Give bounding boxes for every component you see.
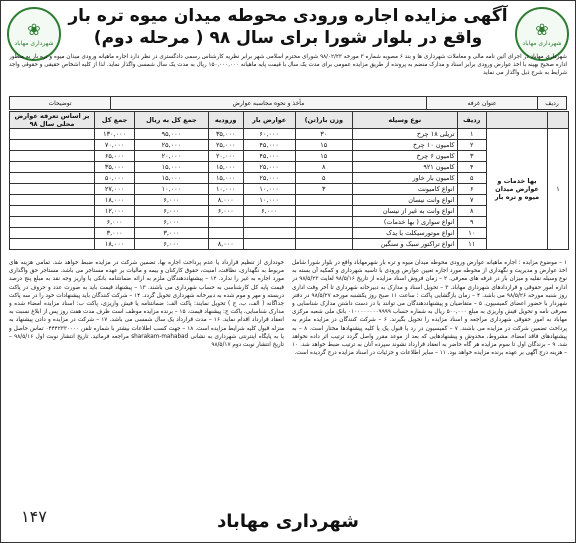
total-rial-cell: ۳,۰۰۰ [135, 228, 208, 239]
total-cell: ۷۰,۰۰۰ [95, 140, 135, 151]
terms-column-left: خودداری از تنظیم قرارداد یا عدم پرداخت اجاره بها، تضمین شرکت در مزایده ضبط خواهد شد. تمامی هزینه های مربوط به نگهداری، نظافت، امنیت، حقوق کارکنان و بیمه و مالیات بر عهده مستاجر می باشد. مستاجر حق واگذاری مورد اجاره به غیر را ندارد. ۱۲ – پیشنهاددهندگان ملزم به ارائه ضمانتنامه بانکی یا واریز وجه نقد به مبلغ پنج درصد قیمت پایه کل کارشناسی به حساب شهرداری می باشند. ۱۳ – پیشنهاد قیمت باید به صورت عدد و حروف در پاکت دربسته و مهر و موم شده به دبیرخانه شهرداری تحویل گردد. ۱۴ – شرکت کنندگان باید پیشنهادات خود را در سه پاکت جداگانه ( الف، ب، ج ) تحویل نمایند: پاکت الف: ضمانتنامه یا فیش واریزی، پاکت ب: اسناد مزایده امضاء شده و مدارک شناسایی، پاکت ج: پیشنهاد قیمت. ۱۵ – برنده مزایده موظف است ظرف مدت هفت روز پس از ابلاغ نسبت به انعقاد قرارداد اقدام نماید. ۱۶ – مدت قرارداد یک سال شمسی می باشد. ۱۷ – شرکت در مزایده و دادن پیشنهاد به منزله قبول کلیه شرایط مزایده است. ۱۸ – جهت کسب اطلاعات بیشتر با شماره تلفن ۰۴۴۴۲۳۳۰۰۰۰ تماس حاصل و یا به پایگاه اینترنتی شهرداری به نشانی sharakam-mahabad مراجعه فرمائید. تاریخ انتشار نوبت اول ۹۸/۵/۱۶ – تاریخ انتشار نوبت دوم ۹۸/۵/۱۷ [9, 260, 284, 349]
load-fee-cell: ۶۰,۰۰۰ [243, 129, 295, 140]
tariff-note-cell [10, 162, 95, 173]
load-fee-cell [243, 239, 295, 250]
row-number-cell: ۴ [457, 162, 486, 173]
vehicle-type-cell: انواع سواری ( بها خدمات) [353, 217, 457, 228]
entry-fee-cell: ۸,۰۰۰ [208, 239, 243, 250]
load-weight-cell: ۳۰ [295, 129, 353, 140]
row-number-cell: ۱۱ [457, 239, 486, 250]
logo-caption: شهرداری مهاباد [14, 39, 54, 47]
total-cell: ۲۷,۰۰۰ [95, 184, 135, 195]
table-row [10, 173, 569, 184]
entry-fee-cell: ۱۵,۰۰۰ [208, 162, 243, 173]
logo-emblem-icon: ❀ [27, 19, 41, 39]
row-number-cell: ۹ [457, 217, 486, 228]
entry-fee-cell: ۲۰,۰۰۰ [208, 151, 243, 162]
entry-fee-cell [208, 228, 243, 239]
total-rial-cell: ۱۵,۰۰۰ [135, 173, 208, 184]
vehicle-type-cell: کامیون ۱۰ چرخ [353, 140, 457, 151]
load-weight-cell [295, 206, 353, 217]
total-rial-cell: ۶,۰۰۰ [135, 195, 208, 206]
col-header-load-fee: عوارض بار [243, 112, 295, 129]
load-fee-cell: ۱۰,۰۰۰ [243, 195, 295, 206]
load-weight-cell: ۸ [295, 162, 353, 173]
header-description: توضیحات [48, 99, 72, 107]
intro-paragraph: شهرداری مهاباد در اجرای آئین نامه مالی و معاملات شهرداری ها و بند ۶ مصوبه شماره ۳ مورخه ۹۸/۰۲/۲۳ شورای محترم اسلامی شهر برابر نظریه کارشناس رسمی دادگستری در نظر دارد اجاره ماهیانه ورودی میدان میوه و تره بار به منظور اداره صحیح بهینه با اخذ عوارض ورودی برابر اسناد و مدارک منضم به پرونده از طریق مزایده عمومی برای مدت یک سال با قیمت پایه ماهیانه ۱۵۰,۰۰۰,۰۰۰ ریال به مدت یک سال شمسی واگذار نماید. لذا از کلیه اشخاص حقیقی و حقوقی واجد شرایط به شرح ذیل واگذار می نماید [9, 54, 567, 76]
total-rial-cell: ۹۵,۰۰۰ [135, 129, 208, 140]
vehicle-type-cell: کامیون ۶ چرخ [353, 151, 457, 162]
total-cell: ۵۰,۰۰۰ [95, 173, 135, 184]
vehicle-type-cell: انواع موتورسیکلت با یدک [353, 228, 457, 239]
total-cell: ۱۳۰,۰۰۰ [95, 129, 135, 140]
terms-column-right: ۱ – موضوع مزایده : اجاره ماهیانه عوارض ورودی محوطه میدان میوه و تره بار شهرمهاباد واقع در بلوار شورا شامل اخذ عوارض و مدیریت و نگهداری از محوطه مورد اجاره تعیین عوارض ورودی با تاسیه شهرداری و کمکیه آن بسته به نوع وسیله نقلیه و میزان بار در غرفه های معرفی. ۲ – زمان فروش اسناد مزایده از تاریخ ۹۸/۵/۱۶ لغایت ۹۸/۵/۲۳ در اداره امور حقوقی و قراردادهای شهرداری مهاباد. ۳ – تحویل اسناد و مدارک به دبیرخانه شهرداری تا آخر وقت اداری روز شنبه مورخه ۹۸/۵/۲۶ می باشد. ۴ – زمان بازگشایی پاکت : ساعت ۱۱ صبح روز یکشنبه مورخه ۹۸/۵/۲۷ در دفتر شهردار با حضور اعضای کمیسیون. ۵ – متقاضیان و پیشنهاددهندگان می توانند با در دست داشتن مدارک شناسایی و معرفی نامه و تحویل فیش واریزی به مبلغ ۵۰۰,۰۰۰ ریال به شماره حساب ۰۱۰۰۰۰۰۰۰۰۹۹۹۹ بانک ملی شعبه مرکزی مهاباد به امور حقوقی شهرداری مراجعه و اسناد مزایده را تحویل بگیرند. ۶ – شرکت کنندگان در مزایده ملزم به پرداخت تضمین شرکت در مزایده می باشند. ۷ – کمیسیون در رد یا قبول یک یا کلیه پیشنهادها مختار است. ۸ – به پیشنهادهای فاقد امضاء، مشروط، مخدوش و پیشنهادهایی که بعد از موعد مقرر واصل گردد ترتیب اثر داده نخواهد شد. ۹ – برندگان اول تا سوم مزایده هر گاه حاضر به انعقاد قرارداد نشوند سپرده آنان به ترتیب ضبط خواهد شد. ۱۰ – هزینه درج آگهی بر عهده برنده مزایده خواهد بود. ۱۱ – سایر اطلاعات و جزئیات در اسناد مزایده درج گردیده است. [292, 260, 567, 357]
entry-fee-cell: ۱۵,۰۰۰ [208, 173, 243, 184]
col-header-vehicle: نوع وسیله [353, 112, 457, 129]
tariff-note-cell [10, 129, 95, 140]
total-cell: ۶۵,۰۰۰ [95, 151, 135, 162]
tariff-note-cell [10, 206, 95, 217]
row-number-cell: ۷ [457, 195, 486, 206]
total-cell: ۱۲,۰۰۰ [95, 206, 135, 217]
total-cell: ۶,۰۰۰ [95, 217, 135, 228]
load-weight-cell: ۳ [295, 184, 353, 195]
entry-fee-cell: ۳۵,۰۰۰ [208, 129, 243, 140]
title-line-2: واقع در بلوار شورا برای سال ۹۸ ( مرحله دوم) [93, 28, 483, 48]
col-header-entry-fee: ورودیه [208, 112, 243, 129]
table-row [10, 195, 569, 206]
load-weight-cell [295, 228, 353, 239]
row-number-cell: ۶ [457, 184, 486, 195]
entry-fee-cell: ۸,۰۰۰ [208, 195, 243, 206]
total-cell: ۳,۰۰۰ [95, 228, 135, 239]
table-row [10, 151, 569, 162]
tariff-note-cell [10, 217, 95, 228]
entry-fee-cell: ۲۵,۰۰۰ [208, 140, 243, 151]
load-fee-cell [243, 217, 295, 228]
total-rial-cell: ۶,۰۰۰ [135, 206, 208, 217]
fee-table-header [10, 112, 569, 129]
row-number-cell: ۱۰ [457, 228, 486, 239]
tariff-note-cell [10, 239, 95, 250]
notice-title [67, 5, 509, 49]
entry-fee-cell: ۶,۰۰۰ [208, 206, 243, 217]
table-row [10, 228, 569, 239]
total-rial-cell: ۶,۰۰۰ [135, 239, 208, 250]
load-weight-cell: ۱۵ [295, 140, 353, 151]
vehicle-type-cell: انواع وانت به غیر از نیسان [353, 206, 457, 217]
logo-emblem-icon: ❀ [535, 19, 549, 39]
vehicle-type-cell: کامیون بار خاور [353, 173, 457, 184]
load-fee-cell: ۲۵,۰۰۰ [243, 162, 295, 173]
load-fee-cell: ۱۰,۰۰۰ [243, 184, 295, 195]
col-header-total-rial: جمع کل به ریال [135, 112, 208, 129]
row-number-cell: ۵ [457, 173, 486, 184]
main-row-number: ۱ [548, 129, 569, 250]
load-weight-cell [295, 195, 353, 206]
handwritten-signature: ۱۴۷ [21, 507, 47, 526]
load-fee-cell: ۴۵,۰۰۰ [243, 140, 295, 151]
total-rial-cell: ۱۵,۰۰۰ [135, 162, 208, 173]
load-fee-cell: ۲۵,۰۰۰ [243, 173, 295, 184]
table-row [10, 129, 569, 140]
header-fee-method: مأخذ و نحوه محاسبه عوارض [110, 97, 426, 109]
total-rial-cell: ۶,۰۰۰ [135, 217, 208, 228]
vehicle-type-cell: کامیون ۹۲۱ [353, 162, 457, 173]
tariff-note-cell [10, 173, 95, 184]
fee-table [9, 111, 569, 250]
table-row [10, 217, 569, 228]
entry-fee-cell [208, 217, 243, 228]
col-header-tariff-note: بر اساس تعرفه عوارض محلی سال ۹۸ [10, 112, 95, 129]
total-cell: ۱۸,۰۰۰ [95, 195, 135, 206]
vehicle-type-cell: انواع وانت نیسان [353, 195, 457, 206]
col-header-row: ردیف [457, 112, 486, 129]
row-number-cell: ۲ [457, 140, 486, 151]
entry-fee-cell: ۱۰,۰۰۰ [208, 184, 243, 195]
fee-table-body [10, 129, 569, 250]
total-cell: ۱۸,۰۰۰ [95, 239, 135, 250]
title-line-1: آگهی مزایده اجاره ورودی محوطه میدان میوه تره بار [68, 6, 508, 26]
row-number-cell: ۸ [457, 206, 486, 217]
tariff-note-cell [10, 140, 95, 151]
main-row-label: بها خدمات و عوارض میدان میوه و تره بار [487, 129, 548, 250]
tariff-note-cell [10, 151, 95, 162]
vehicle-type-cell: انواع کامیونت [353, 184, 457, 195]
col-header-weight: وزن بار(تن) [295, 112, 353, 129]
table-row [10, 239, 569, 250]
row-number-cell: ۱ [457, 129, 486, 140]
tariff-note-cell [10, 184, 95, 195]
table-row [10, 140, 569, 151]
load-weight-cell [295, 217, 353, 228]
total-rial-cell: ۲۵,۰۰۰ [135, 140, 208, 151]
load-weight-cell: ۱۵ [295, 151, 353, 162]
table-row [10, 206, 569, 217]
vehicle-type-cell: انواع تراکتور سبک و سنگین [353, 239, 457, 250]
col-header-total: جمع کل [95, 112, 135, 129]
tariff-note-cell [10, 195, 95, 206]
tariff-note-cell [10, 228, 95, 239]
terms-columns [9, 259, 567, 503]
summary-header-row [9, 96, 567, 110]
total-cell: ۳۵,۰۰۰ [95, 162, 135, 173]
footer-municipality-name: شهرداری مهاباد [217, 511, 359, 532]
load-fee-cell: ۶,۰۰۰ [243, 206, 295, 217]
load-fee-cell: ۴۵,۰۰۰ [243, 151, 295, 162]
header-booth-title: عنوان غرفه [426, 97, 537, 109]
table-row [10, 184, 569, 195]
load-weight-cell: ۵ [295, 173, 353, 184]
total-rial-cell: ۲۰,۰۰۰ [135, 151, 208, 162]
load-fee-cell [243, 228, 295, 239]
header-row-number: ردیف [537, 97, 566, 109]
load-weight-cell [295, 239, 353, 250]
table-row [10, 162, 569, 173]
vehicle-type-cell: تریلی ۱۸ چرخ [353, 129, 457, 140]
total-rial-cell: ۱۰,۰۰۰ [135, 184, 208, 195]
logo-caption: شهرداری مهاباد [522, 39, 562, 47]
row-number-cell: ۳ [457, 151, 486, 162]
